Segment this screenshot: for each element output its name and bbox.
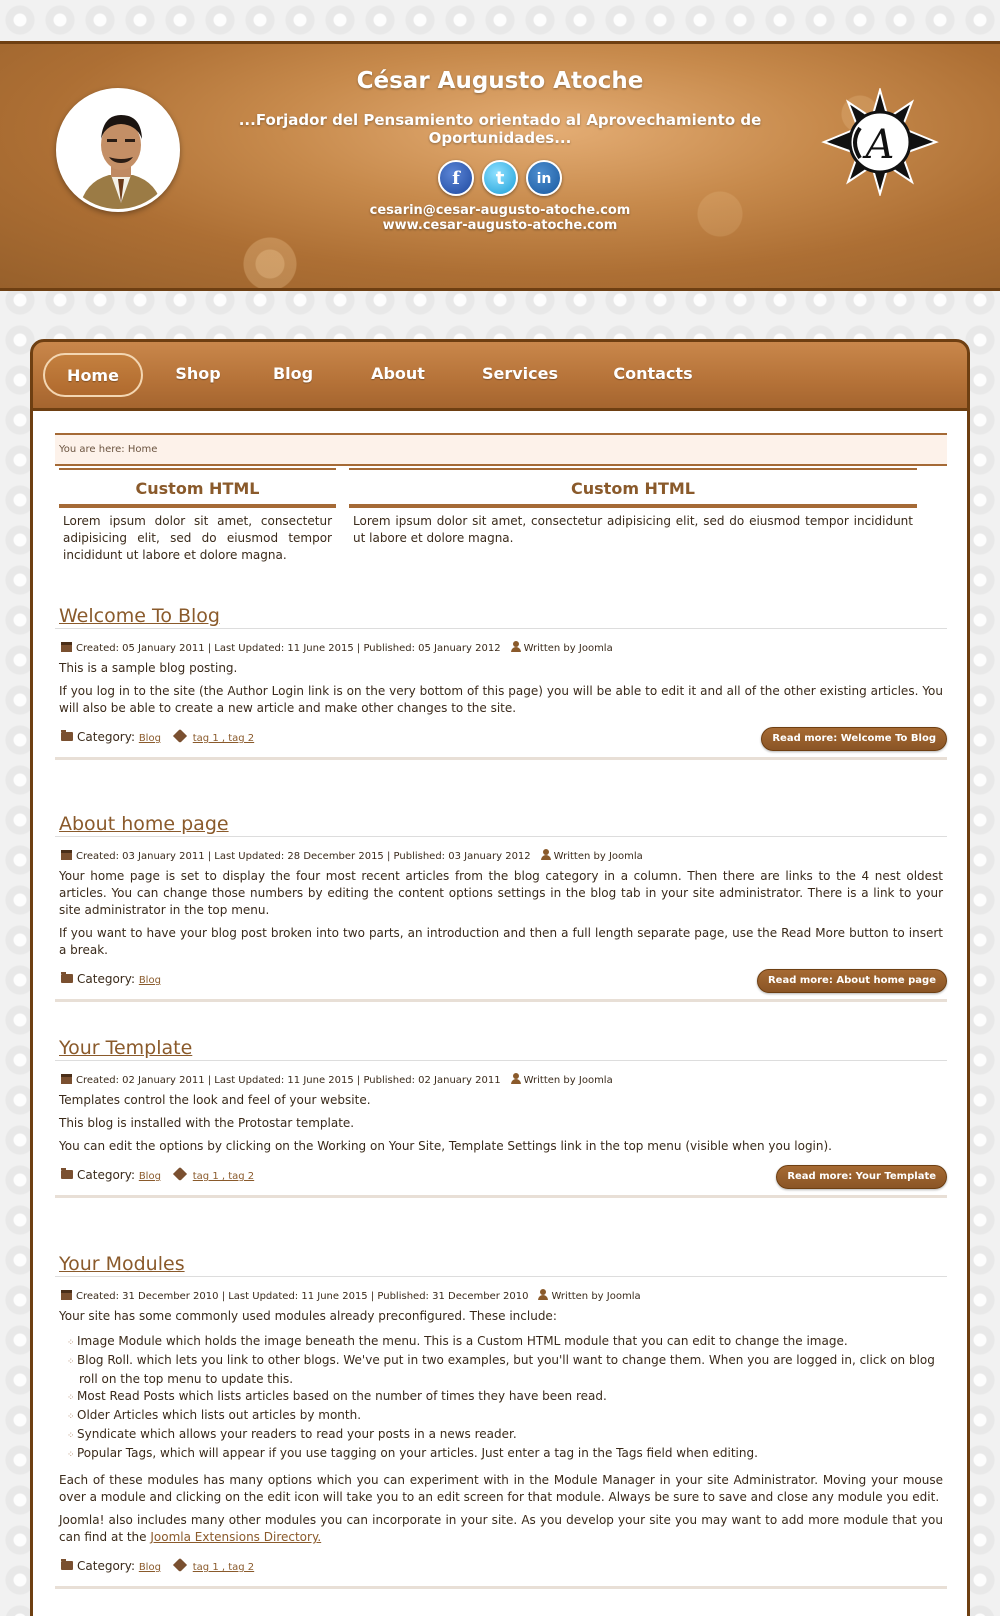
bullet-icon: ⁘ (67, 1450, 75, 1460)
nav-home[interactable]: Home (43, 353, 143, 397)
nav-about[interactable]: About (371, 364, 425, 383)
article-meta: Created: 03 January 2011 | Last Updated: 28 December 2015 | Published: 03 January 2012 Written by Joomla (55, 849, 947, 863)
category-link[interactable]: Blog (138, 1562, 161, 1573)
module-text: Lorem ipsum dolor sit amet, consectetur adipisicing elit, sed do eiusmod tempor incididunt ut labore et dolore magna. (353, 514, 913, 545)
article-paragraph: Your home page is set to display the four most recent articles from the blog category in a column. Then there are links to the 4 nest oldest articles. You can change those numbers by editing the content options settings in the blog tab in your site administrator. There is a link to your site administrator in the top menu. (59, 869, 943, 917)
article-paragraph: Your site has some commonly used modules already preconfigured. These include: (59, 1309, 557, 1323)
list-item: ⁘ Popular Tags, which will appear if you use tagging on your articles. Just enter a tag in the Tags field when editing. (79, 1445, 943, 1464)
article-meta: Created: 31 December 2010 | Last Updated: 11 June 2015 | Published: 31 December 2010 Written by Joomla (55, 1289, 947, 1303)
site-slogan: ...Forjador del Pensamiento orientado al Aprovechamiento de Oportunidades... (238, 111, 762, 147)
nav-contacts[interactable]: Contacts (613, 364, 693, 383)
article-paragraph: This is a sample blog posting. (59, 661, 238, 675)
calendar-icon (61, 1290, 72, 1300)
bullet-icon: ⁘ (67, 1431, 75, 1441)
folder-icon (61, 732, 73, 741)
article-about-home (55, 807, 947, 1002)
main-nav (30, 339, 970, 411)
article-divider (55, 999, 947, 1002)
user-icon (538, 1289, 548, 1300)
article-paragraph: You can edit the options by clicking on the Working on Your Site, Template Settings link in the top menu (visible when you login). (59, 1139, 832, 1153)
article-your-template (55, 1031, 947, 1198)
list-item: ⁘ Older Articles which lists out articles by month. (79, 1407, 943, 1426)
module-text: Lorem ipsum dolor sit amet, consectetur adipisicing elit, sed do eiusmod tempor incididunt ut labore et dolore magna. (63, 514, 332, 562)
bullet-icon: ⁘ (67, 1412, 75, 1422)
tag-icon (173, 1167, 187, 1181)
category-link[interactable]: Blog (138, 1171, 161, 1182)
category-link[interactable]: Blog (138, 975, 161, 986)
tags-link[interactable]: tag 1 , tag 2 (192, 733, 255, 744)
nav-shop[interactable]: Shop (175, 364, 221, 383)
article-paragraph: Each of these modules has many options which you can experiment with in the Module Manager in your site Administrator. Moving your mouse over a module and clicking on the edit icon will take you to an edit screen for that module. Always be sure to save and close any module you edit. (59, 1473, 943, 1504)
module-list (55, 1333, 947, 1464)
article-your-modules (55, 1247, 947, 1589)
read-more-button[interactable]: Read more: Your Template (776, 1165, 947, 1189)
twitter-icon[interactable]: t (482, 160, 518, 196)
article-title[interactable]: Welcome To Blog (55, 599, 947, 629)
article-category-row: Category: Blog tag 1 , tag 2 Read more: Welcome To Blog (55, 729, 947, 745)
folder-icon (61, 1170, 73, 1179)
article-title[interactable]: Your Modules (55, 1247, 947, 1277)
article-divider (55, 1195, 947, 1198)
avatar (56, 88, 180, 212)
custom-html-module-right (349, 468, 917, 552)
nav-services[interactable]: Services (481, 364, 559, 383)
article-divider (55, 757, 947, 760)
category-link[interactable]: Blog (138, 733, 161, 744)
tags-link[interactable]: tag 1 , tag 2 (192, 1562, 255, 1573)
contact-website[interactable]: www.cesar-augusto-atoche.com (382, 218, 618, 233)
article-title[interactable]: Your Template (55, 1031, 947, 1061)
site-header (0, 41, 1000, 291)
bullet-icon: ⁘ (67, 1357, 75, 1367)
article-title[interactable]: About home page (55, 807, 947, 837)
main-panel (30, 342, 970, 1616)
read-more-button[interactable]: Read more: About home page (757, 969, 947, 993)
social-links (438, 160, 568, 200)
article-paragraph: If you log in to the site (the Author Login link is on the very bottom of this page) you will be able to edit it and all of the other existing articles. You will also be able to create a new article and make other changes to the site. (59, 684, 943, 715)
module-title: Custom HTML (349, 470, 917, 508)
article-meta: Created: 02 January 2011 | Last Updated: 11 June 2015 | Published: 02 January 2011 Written by Joomla (55, 1073, 947, 1087)
article-category-row: Category: Blog Read more: About home page (55, 971, 947, 987)
calendar-icon (61, 1074, 72, 1084)
article-paragraph: Joomla! also includes many other modules you can incorporate in your site. As you develop your site you may want to add more module that you can find at the Joomla Extensions Directory. (59, 1513, 943, 1544)
list-item: ⁘ Syndicate which allows your readers to read your posts in a news reader. (79, 1426, 943, 1445)
article-category-row: Category: Blog tag 1 , tag 2 (55, 1558, 947, 1574)
tag-icon (173, 729, 187, 743)
article-welcome (55, 599, 947, 760)
breadcrumb: You are here: Home (55, 433, 947, 466)
list-item: ⁘ Image Module which holds the image beneath the menu. This is a Custom HTML module that you can edit to change the image. (79, 1333, 943, 1352)
article-divider (55, 1586, 947, 1589)
article-paragraph: Templates control the look and feel of your website. (59, 1093, 371, 1107)
article-paragraph: This blog is installed with the Protostar template. (59, 1116, 355, 1130)
tag-icon (173, 1558, 187, 1572)
site-logo (820, 88, 940, 196)
read-more-button[interactable]: Read more: Welcome To Blog (761, 727, 947, 751)
list-item: ⁘ Blog Roll. which lets you link to other blogs. We've put in two examples, but you'll want to change them. When you are logged in, click on blog roll on the top menu to update this. (67, 1353, 935, 1386)
bullet-icon: ⁘ (67, 1393, 75, 1403)
article-category-row: Category: Blog tag 1 , tag 2 Read more: Your Template (55, 1167, 947, 1183)
list-item: ⁘ Most Read Posts which lists articles based on the number of times they have been read. (79, 1388, 943, 1407)
linkedin-icon[interactable]: in (526, 160, 562, 196)
svg-text:A: A (865, 122, 895, 168)
folder-icon (61, 1561, 73, 1570)
bullet-icon: ⁘ (67, 1338, 75, 1348)
user-icon (541, 849, 551, 860)
article-meta: Created: 05 January 2011 | Last Updated: 11 June 2015 | Published: 05 January 2012 Written by Joomla (55, 641, 947, 655)
contact-email[interactable]: cesarin@cesar-augusto-atoche.com (369, 203, 631, 218)
facebook-icon[interactable]: f (438, 160, 474, 196)
nav-blog[interactable]: Blog (272, 364, 314, 383)
calendar-icon (61, 850, 72, 860)
user-icon (511, 1073, 521, 1084)
tags-link[interactable]: tag 1 , tag 2 (192, 1171, 255, 1182)
calendar-icon (61, 642, 72, 652)
extensions-directory-link[interactable]: Joomla Extensions Directory. (150, 1530, 322, 1544)
module-title: Custom HTML (59, 470, 336, 508)
article-paragraph: If you want to have your blog post broken into two parts, an introduction and then a full length separate page, use the Read More button to insert a break. (59, 926, 943, 957)
site-title: César Augusto Atoche (356, 68, 644, 94)
custom-html-module-left (59, 468, 336, 569)
folder-icon (61, 974, 73, 983)
user-icon (511, 641, 521, 652)
